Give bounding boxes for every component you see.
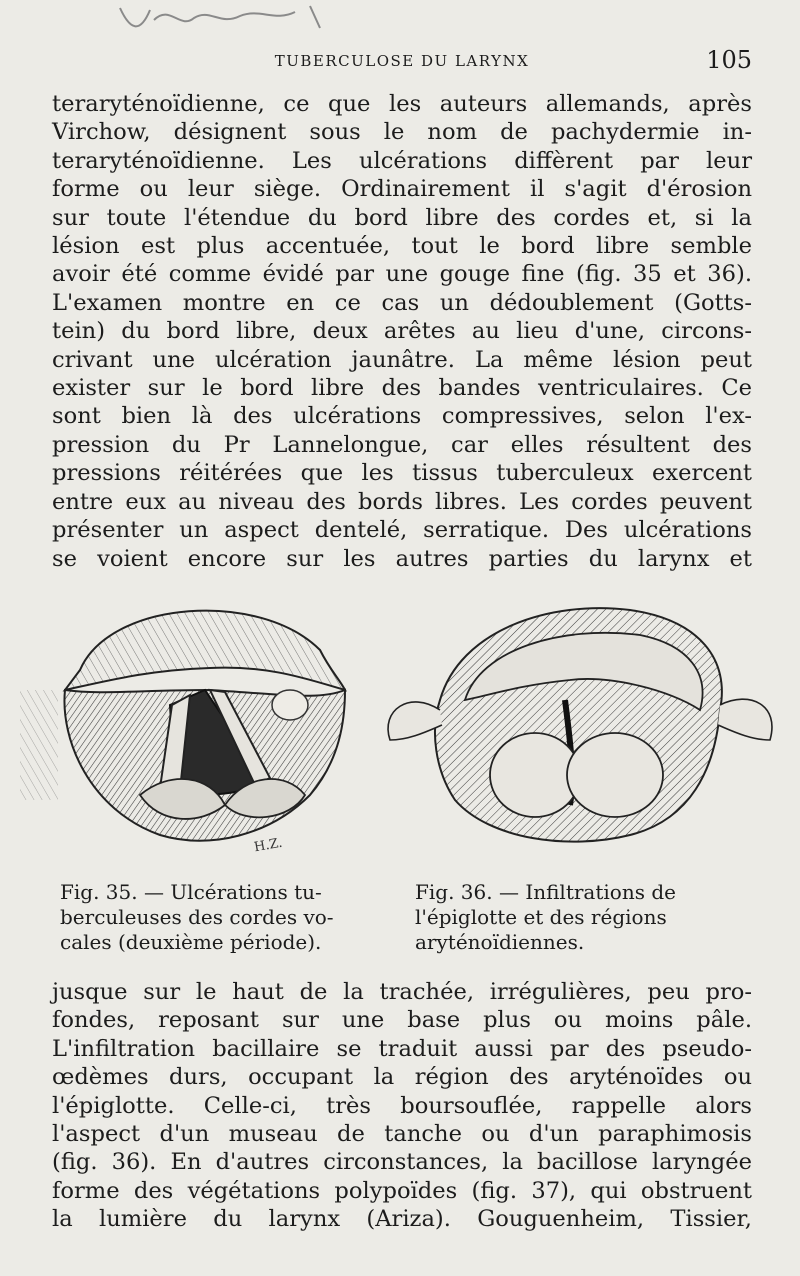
text-line: présenter un aspect dentelé, serratique. Des ulcérations <box>52 517 752 544</box>
text-line: teraryténoïdienne, ce que les auteurs allemands, après <box>52 91 752 117</box>
figure-35-illustration <box>20 580 360 860</box>
text-line: la lumière du larynx (Ariza). Gouguenheim, Tissier, <box>52 1206 752 1233</box>
text-line: (fig. 36). En d'autres circonstances, la bacillose laryngée <box>52 1149 752 1176</box>
caption-line: Fig. 35. — Ulcérations tu- <box>60 880 322 904</box>
text-line: jusque sur le haut de la trachée, irrégulières, peu pro- <box>52 979 752 1005</box>
page-number: 105 <box>706 46 752 74</box>
bottom-paragraph <box>52 978 752 1234</box>
text-line: forme des végétations polypoïdes (fig. 37), qui obstruent <box>52 1177 752 1204</box>
text-line: fondes, reposant sur une base plus ou moins pâle. <box>52 1007 752 1034</box>
text-line: tein) du bord libre, deux arêtes au lieu d'une, circons- <box>52 318 752 345</box>
text-line: teraryténoïdienne. Les ulcérations diffèrent par leur <box>52 147 752 174</box>
illustrator-initials: H.Z. <box>252 835 284 856</box>
text-line: lésion est plus accentuée, tout le bord libre semble <box>52 233 752 260</box>
top-paragraph <box>52 90 752 573</box>
text-line: avoir été comme évidé par une gouge fine (fig. 35 et 36). <box>52 261 752 288</box>
caption-line: aryténoïdiennes. <box>415 930 585 954</box>
figure-36-caption <box>415 880 745 955</box>
page-header <box>52 46 752 76</box>
text-line: se voient encore sur les autres parties du larynx et <box>52 545 752 572</box>
text-line: L'examen montre en ce cas un dédoublement (Gotts- <box>52 289 752 316</box>
figure-35-caption <box>60 880 380 955</box>
figure-36-illustration <box>370 590 790 860</box>
caption-line: l'épiglotte et des régions <box>415 905 667 929</box>
text-line: sont bien là des ulcérations compressives, selon l'ex- <box>52 403 752 430</box>
caption-line: berculeuses des cordes vo- <box>60 905 334 929</box>
caption-line: Fig. 36. — Infiltrations de <box>415 880 676 904</box>
text-line: entre eux au niveau des bords libres. Les cordes peuvent <box>52 488 752 515</box>
text-line: crivant une ulcération jaunâtre. La même lésion peut <box>52 346 752 373</box>
text-line: Virchow, désignent sous le nom de pachydermie in- <box>52 119 752 146</box>
running-title: TUBERCULOSE DU LARYNX <box>274 52 530 70</box>
text-line: exister sur le bord libre des bandes ventriculaires. Ce <box>52 375 752 402</box>
caption-line: cales (deuxième période). <box>60 930 322 954</box>
handwritten-annotation <box>110 0 350 40</box>
text-line: forme ou leur siège. Ordinairement il s'agit d'érosion <box>52 176 752 203</box>
text-line: sur toute l'étendue du bord libre des cordes et, si la <box>52 204 752 231</box>
text-line: l'aspect d'un museau de tanche ou d'un paraphimosis <box>52 1121 752 1148</box>
text-line: œdèmes durs, occupant la région des aryténoïdes ou <box>52 1064 752 1091</box>
text-line: L'infiltration bacillaire se traduit aussi par des pseudo- <box>52 1035 752 1062</box>
text-line: pression du Pr Lannelongue, car elles résultent des <box>52 431 752 458</box>
text-line: pressions réitérées que les tissus tuberculeux exercent <box>52 460 752 487</box>
text-line: l'épiglotte. Celle-ci, très boursouflée, rappelle alors <box>52 1092 752 1119</box>
